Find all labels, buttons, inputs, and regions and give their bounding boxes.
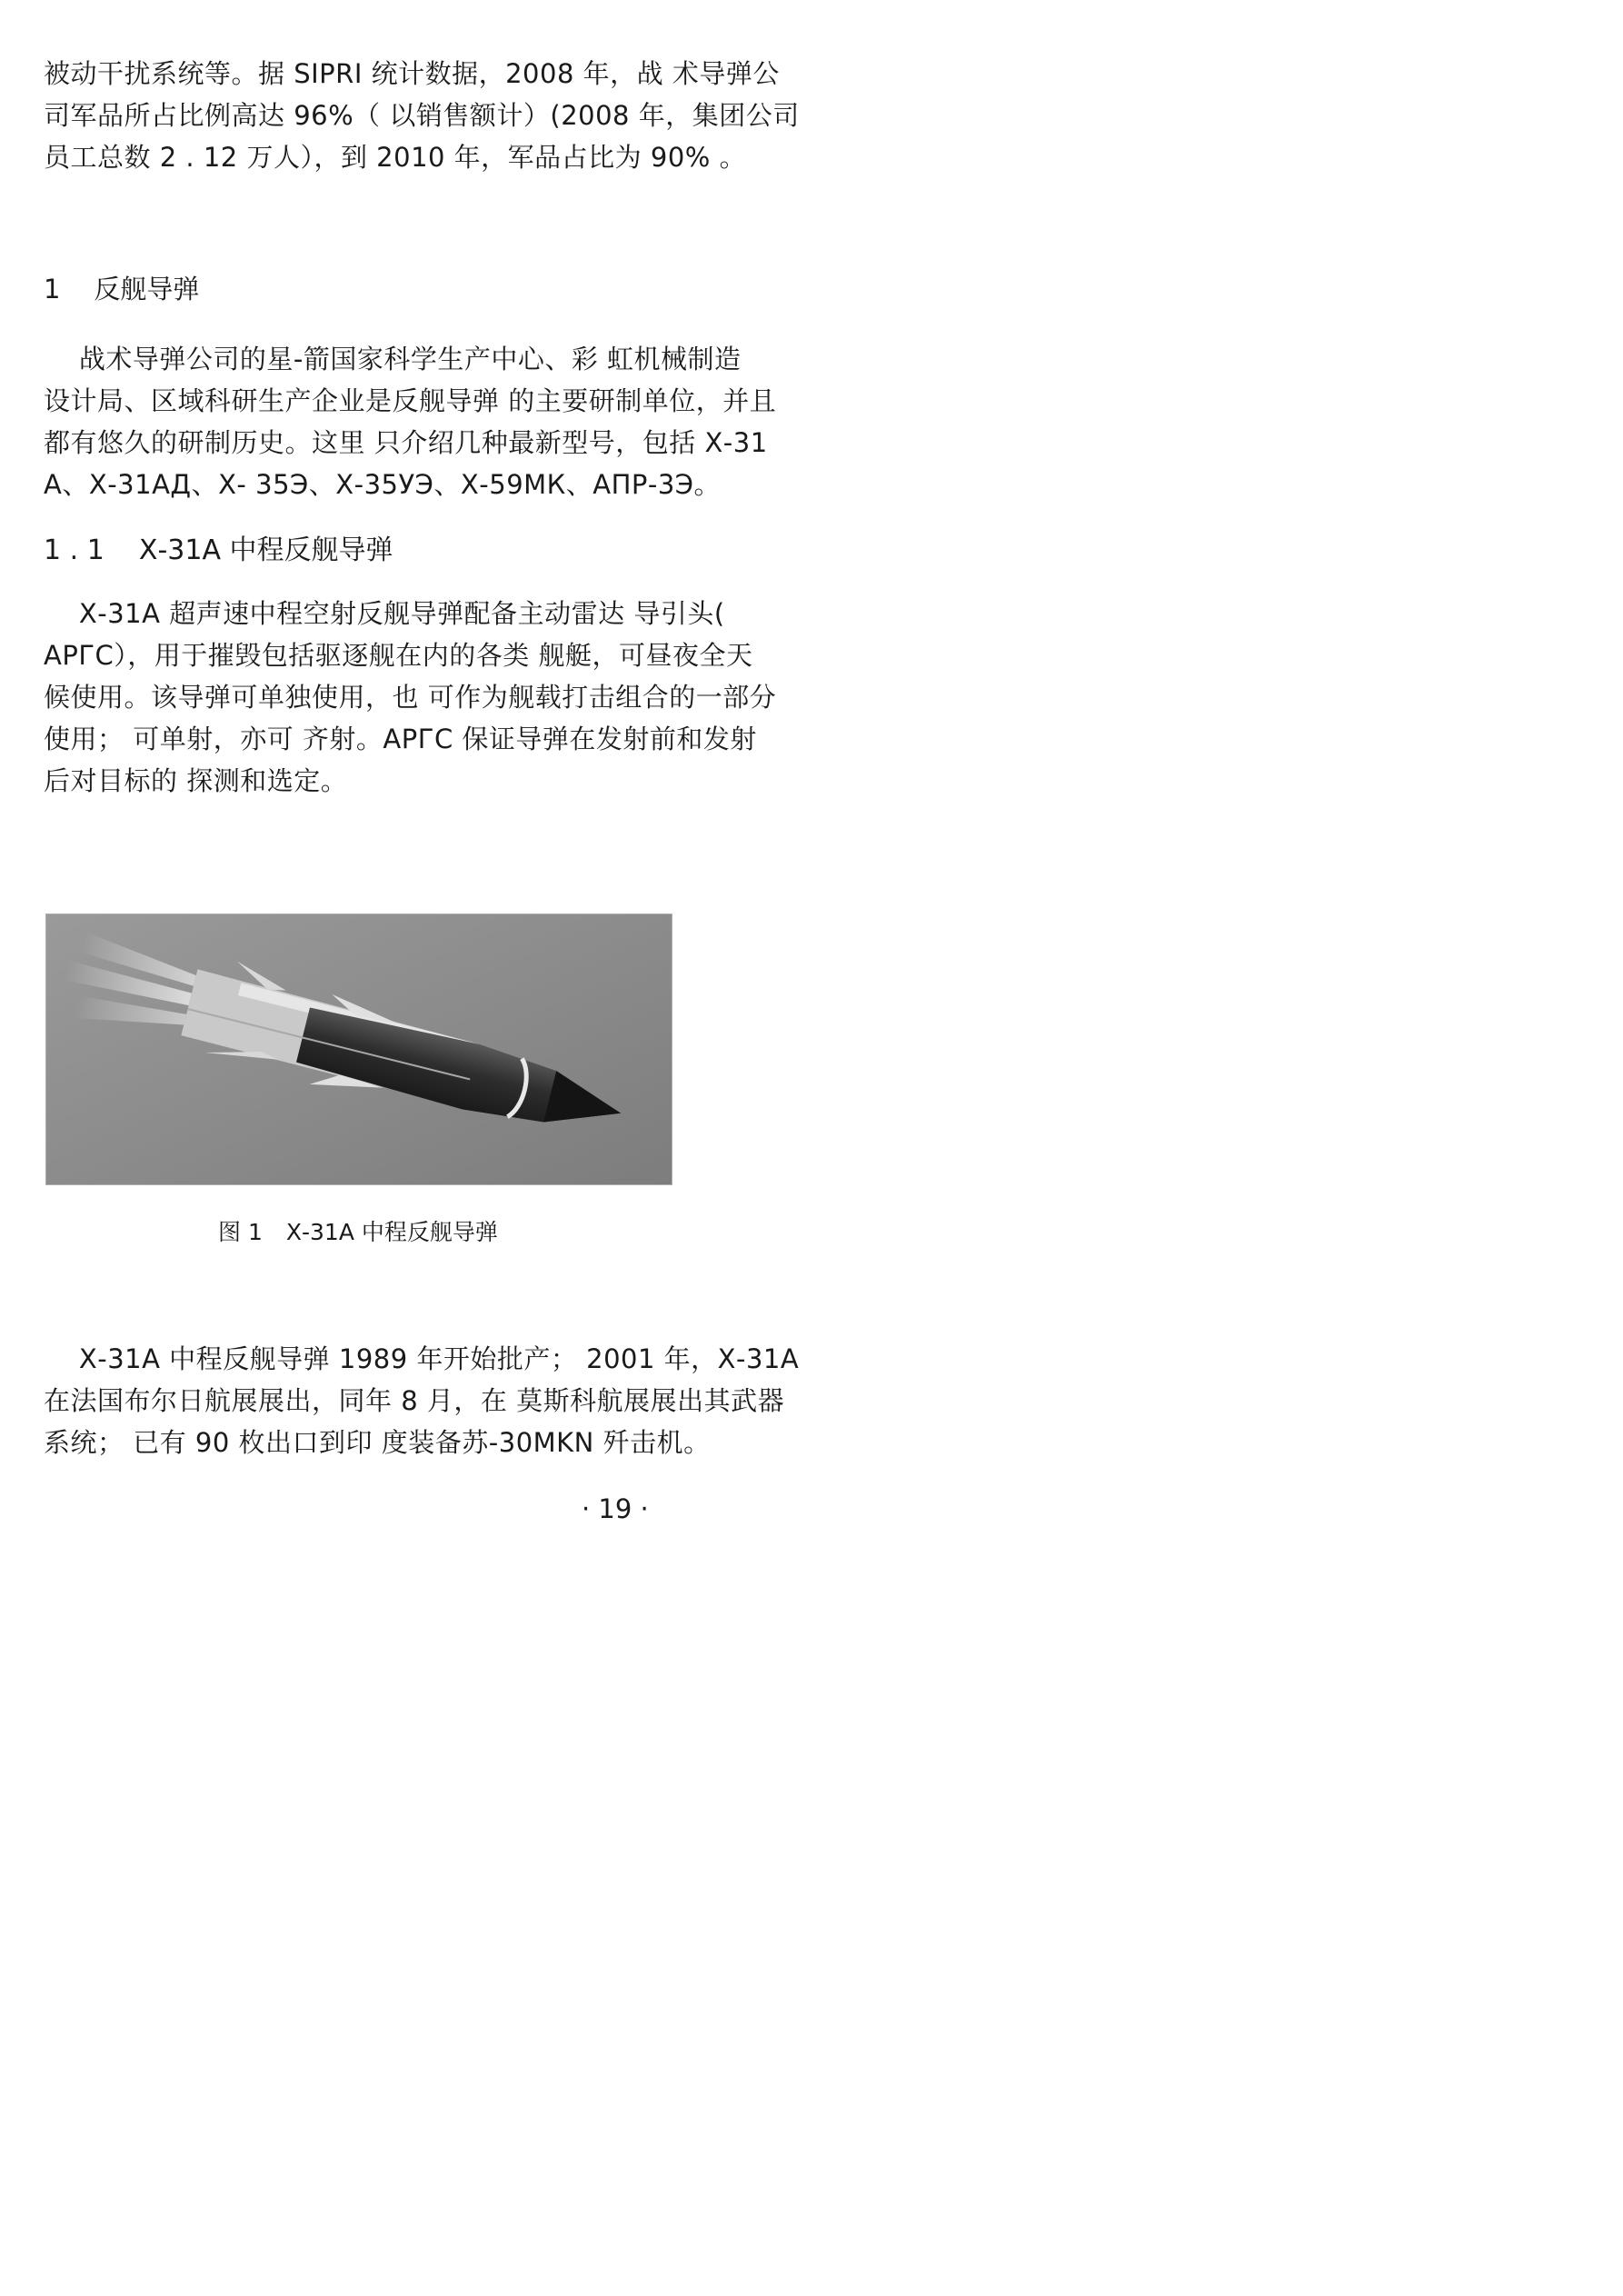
text-line: 在法国布尔日航展展出，同年 8 月，在 莫斯科航展展出其武器: [44, 1385, 785, 1416]
text-line: 被动干扰系统等。据 SIPRI 统计数据，2008 年，战 术导弹公: [44, 58, 780, 89]
section-2-paragraph: [44, 1338, 825, 1463]
missile-figure-image: [45, 913, 672, 1185]
missile-photo-icon: [46, 914, 672, 1184]
figure-title: Х-31А 中程反舰导弹: [285, 1219, 498, 1245]
figure-number: 图 1: [218, 1219, 263, 1245]
text-line: 司军品所占比例高达 96%（ 以销售额计）(2008 年，集团公司: [44, 100, 800, 131]
page-number: · 19 ·: [582, 1493, 649, 1524]
intro-paragraph: [44, 53, 825, 178]
text-line: 候使用。该导弹可单独使用，也 可作为舰载打击组合的一部分: [44, 682, 777, 713]
text-line: Х-31А 超声速中程空射反舰导弹配备主动雷达 导引头(: [44, 598, 725, 629]
text-line: 员工总数 2 . 12 万人），到 2010 年，军品占比为 90% 。: [44, 142, 747, 173]
text-line: 设计局、区域科研生产企业是反舰导弹 的主要研制单位，并且: [44, 385, 777, 416]
section-heading-1-1: 1 . 1 Х-31А 中程反舰导弹: [44, 534, 393, 566]
text-line: 系统； 已有 90 枚出口到印 度装备苏-30MKN 歼击机。: [44, 1427, 711, 1458]
text-line: 都有悠久的研制历史。这里 只介绍几种最新型号，包括 Х-31: [44, 427, 768, 458]
text-line: Х-31А 中程反舰导弹 1989 年开始批产； 2001 年，Х-31А: [44, 1343, 800, 1374]
text-line: 后对目标的 探测和选定。: [44, 765, 348, 796]
figure-caption: [218, 1214, 498, 1247]
section-1-1-paragraph: [44, 593, 825, 802]
text-line: А、Х-31АД、Х- 35Э、Х-35УЭ、Х-59МК、АПР-3Э。: [44, 469, 722, 500]
text-line: 使用； 可单射，亦可 齐射。АРГС 保证导弹在发射前和发射: [44, 724, 757, 754]
section-1-paragraph: [44, 338, 825, 505]
text-line: АРГС），用于摧毁包括驱逐舰在内的各类 舰艇，可昼夜全天: [44, 640, 753, 671]
section-heading-1: 1 反舰导弹: [44, 274, 200, 304]
text-line: 战术导弹公司的星-箭国家科学生产中心、彩 虹机械制造: [44, 344, 742, 374]
